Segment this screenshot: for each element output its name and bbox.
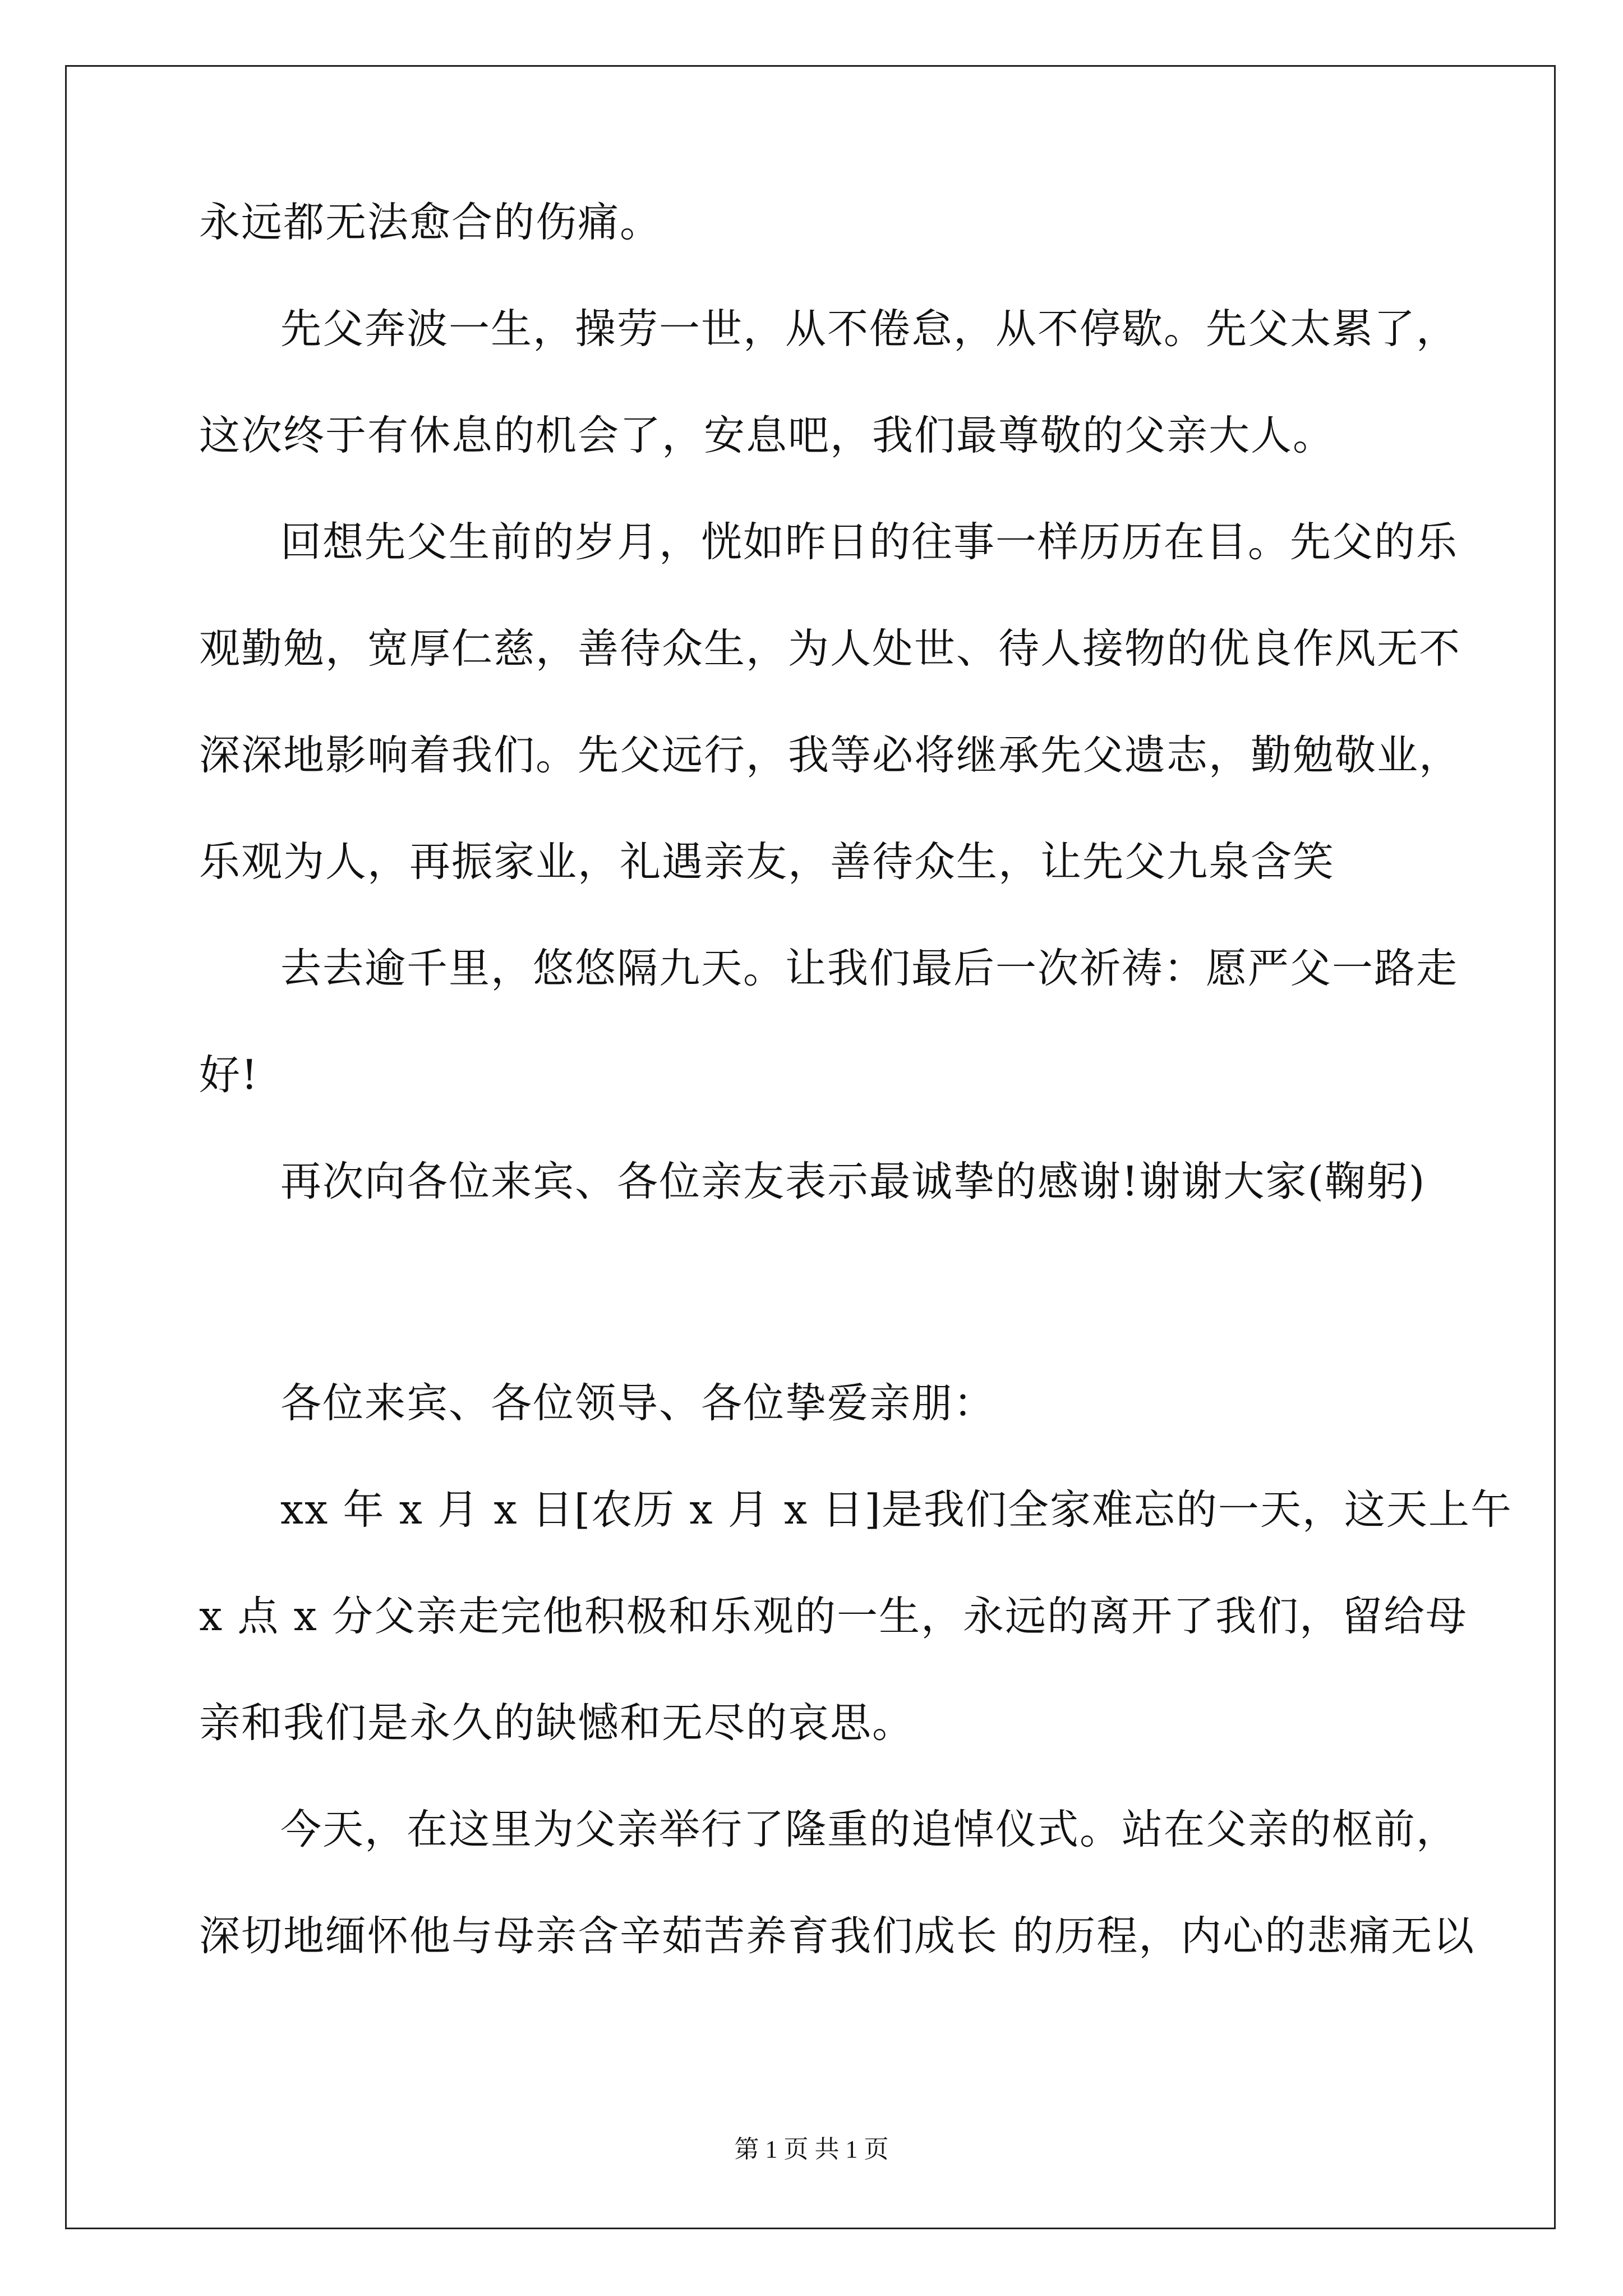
body-line: 乐观为人，再振家业，礼遇亲友，善待众生，让先父九泉含笑 <box>199 838 1335 886</box>
body-line: x 点 x 分父亲走完他积极和乐观的一生，永远的离开了我们，留给母 <box>199 1593 1468 1640</box>
body-line: 再次向各位来宾、各位亲友表示最诚挚的感谢!谢谢大家(鞠躬) <box>280 1158 1426 1205</box>
body-line: 好! <box>199 1051 259 1099</box>
body-line: 永远都无法愈合的伤痛。 <box>199 199 662 246</box>
body-line: 亲和我们是永久的缺憾和无尽的哀思。 <box>199 1699 914 1747</box>
body-line: 今天，在这里为父亲举行了隆重的追悼仪式。站在父亲的枢前， <box>280 1806 1458 1853</box>
page-border <box>65 65 1556 2229</box>
body-line: 深切地缅怀他与母亲含辛茹苦养育我们成长 的历程，内心的悲痛无以 <box>199 1912 1476 1960</box>
body-line: 这次终于有休息的机会了，安息吧，我们最尊敬的父亲大人。 <box>199 412 1335 459</box>
page-footer: 第 1 页 共 1 页 <box>734 2136 889 2163</box>
body-line: 回想先父生前的岁月，恍如昨日的往事一样历历在目。先父的乐 <box>280 518 1458 566</box>
body-line: 先父奔波一生，操劳一世，从不倦怠，从不停歇。先父太累了， <box>280 305 1458 353</box>
body-line: 各位来宾、各位领导、各位挚爱亲朋： <box>280 1379 995 1427</box>
body-line: xx 年 x 月 x 日[农历 x 月 x 日]是我们全家难忘的一天，这天上午 <box>280 1486 1513 1534</box>
body-line: 去去逾千里，悠悠隔九天。让我们最后一次祈祷：愿严父一路走 <box>280 945 1458 992</box>
body-line: 观勤勉，宽厚仁慈，善待众生，为人处世、待人接物的优良作风无不 <box>199 625 1461 673</box>
body-line: 深深地影响着我们。先父远行，我等必将继承先父遗志，勤勉敬业， <box>199 731 1461 779</box>
